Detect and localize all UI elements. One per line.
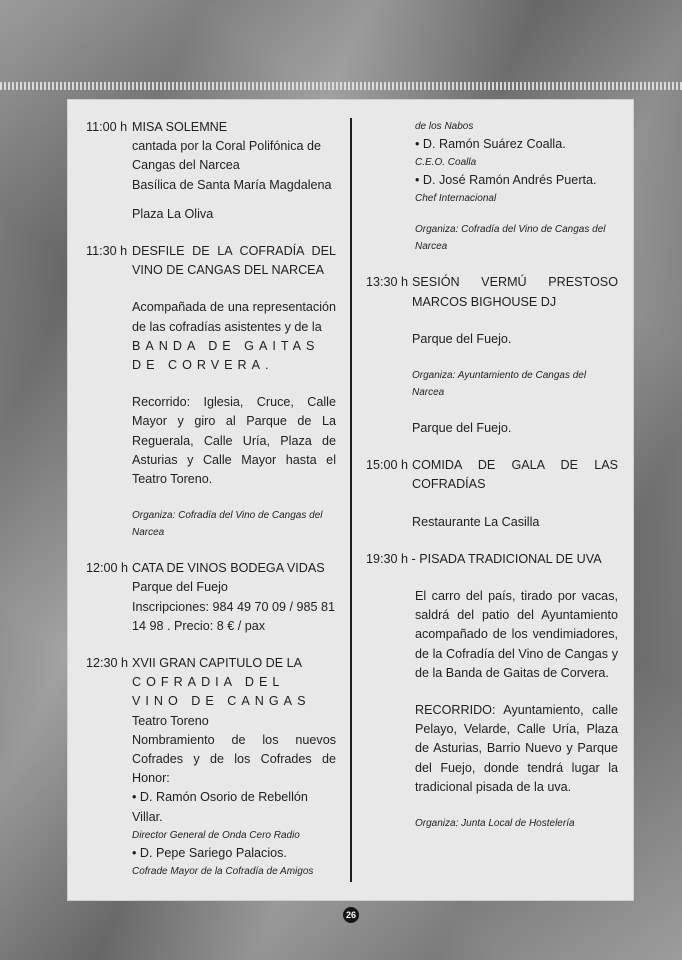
event-time: 12:00 h	[86, 561, 129, 576]
event-desfile	[86, 242, 336, 541]
band-name: BANDA DE GAITAS DE CORVERA.	[132, 338, 320, 373]
honoree-role: Chef Internacional	[415, 193, 497, 205]
event-title: DESFILE DE LA COFRADÍA DEL VINO DE CANGAS DEL NARCEA	[132, 244, 336, 278]
event-title: SESIÓN VERMÚ PRESTOSO MARCOS BIGHOUSE DJ	[412, 275, 618, 309]
page-number: 26	[343, 907, 359, 923]
event-time: 13:30 h	[366, 275, 409, 290]
dotted-header-band	[0, 82, 682, 90]
honoree: • D. Pepe Sariego Palacios.	[132, 845, 287, 860]
event-capitulo	[86, 654, 336, 880]
left-column	[86, 118, 336, 880]
event-title: MISA SOLEMNE	[132, 120, 228, 134]
event-vermu	[366, 273, 618, 438]
right-column	[366, 118, 618, 832]
organizer-note: Organiza: Ayuntamiento de Cangas del Narcea	[412, 370, 587, 399]
event-line: Basílica de Santa María Magdalena	[132, 177, 332, 192]
event-time: 11:00 h	[86, 120, 128, 134]
organizer-note: Organiza: Cofradía del Vino de Cangas del Narcea	[132, 510, 323, 539]
event-route: Recorrido: Iglesia, Cruce, Calle Mayor y giro al Parque de La Reguerala, Calle Uría, Plaza de Asturias y Calle Mayor hasta el Teatro Toreno.	[132, 395, 336, 487]
event-place: Parque del Fuejo	[132, 580, 228, 595]
event-place: Plaza La Oliva	[132, 206, 214, 221]
event-pisada-title: 19:30 h - PISADA TRADICIONAL DE UVA	[366, 551, 602, 566]
event-time: 15:00 h	[366, 458, 409, 473]
event-time: 11:30 h	[86, 244, 128, 259]
organizer-note: Organiza: Cofradía del Vino de Cangas del Narcea	[415, 224, 606, 253]
event-route: RECORRIDO: Ayuntamiento, calle Pelayo, Velarde, Calle Uría, Plaza de Asturias, Barrio Nuevo y Parque del Fuejo, donde tendrá lugar la tradicional pisada de la uva.	[415, 703, 618, 794]
event-description: El carro del país, tirado por vacas, saldrá del patio del Ayuntamiento acompañado de los vendimiadores, de la Cofradía del Vino de Cangas y de la Banda de Gaitas de Corvera.	[415, 589, 618, 680]
honoree: • D. Ramón Osorio de Rebellón Villar.	[132, 790, 308, 824]
column-divider	[350, 118, 352, 882]
honoree-role: Director General de Onda Cero Radio	[132, 829, 300, 841]
event-cata	[86, 559, 336, 636]
event-title: CATA DE VINOS BODEGA VIDAS	[132, 561, 325, 576]
event-line: cantada por la Coral Polifónica de	[132, 139, 322, 154]
event-title: COMIDA DE GALA DE LAS COFRADÍAS	[412, 458, 618, 492]
event-place: Restaurante La Casilla	[412, 514, 540, 529]
event-misa	[86, 118, 336, 224]
organizer-note: Organiza: Junta Local de Hostelería	[415, 818, 575, 830]
honoree: • D. Ramón Suárez Coalla.	[415, 137, 566, 151]
event-line: Cangas del Narcea	[132, 158, 240, 173]
honoree: • D. José Ramón Andrés Puerta.	[415, 173, 597, 188]
event-place: Parque del Fuejo.	[412, 421, 512, 436]
honoree-role: de los Nabos	[415, 121, 474, 132]
event-title: XVII GRAN CAPITULO DE LA	[132, 656, 303, 671]
honoree-role: C.E.O. Coalla	[415, 157, 477, 169]
event-title-line: COFRADIA DEL VINO DE CANGAS	[132, 675, 311, 709]
event-comida	[366, 456, 618, 532]
event-description: Nombramiento de los nuevos Cofrades y de los Cofrades de Honor:	[132, 732, 336, 786]
event-info: Inscripciones: 984 49 70 09 / 985 81 14 98 . Precio: 8 € / pax	[132, 599, 336, 633]
event-time: 12:30 h	[86, 656, 129, 671]
honoree-role: Cofrade Mayor de la Cofradía de Amigos	[132, 866, 314, 878]
event-place: Parque del Fuejo.	[412, 331, 512, 346]
event-description: Acompañada de una representación de las cofradías asistentes y de la	[132, 300, 336, 334]
event-place: Teatro Toreno	[132, 713, 209, 728]
